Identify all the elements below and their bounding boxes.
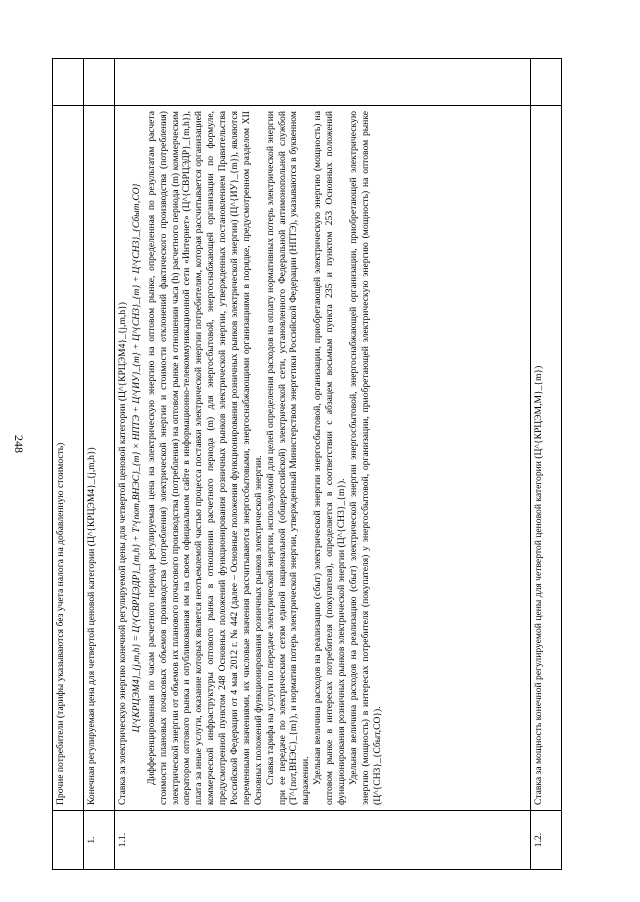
energy-rate-cell	[115, 106, 531, 811]
paragraph-transmission-rate: Ставка тарифа на услуги по передаче электрической энергии, используемой для целей определения расходов на оплату нормативных потерь электрической энергии при ее передаче по электрическим сетям единой национальной (общероссийской) электрической сети, установленного Федеральной антимонопольной службой (Т^{пот,ВНЭС}_{m}), и норматив потерь электрической энергии, утвержденный Министерством энергетики Российской Федерации (НПТЭ), указываются в буквенном выражении.	[264, 111, 312, 805]
rotated-page-area	[52, 58, 562, 870]
row-number-cell: 1.2.	[531, 811, 562, 870]
capacity-rate-title: Ставка за мощность конечной регулируемой цены для четвертой ценовой категории (Ц^{КРЦЭМ,М}_{m})	[531, 106, 562, 811]
empty-cell	[531, 59, 562, 106]
table-row-1-1	[115, 59, 531, 870]
paragraph-sales-expenses-1: Удельная величина расходов на реализацию (сбыт) электрической энергии энергосбытовой, организации, приобретающей электрическую энергию (мощность) на оптовом рынке в интересах потребителя (покупателя), определяется в соответствии с абзацем восьмым пункта 235 и пунктом 253 Основных положений функционирования розничных рынков электрической энергии (Ц^{СН3}_{m}).	[312, 111, 348, 805]
final-price-category-4: Конечная регулируемая цена для четвертой ценовой категории (Ц^{КРЦЭМ4}_{j,m,h})	[84, 106, 115, 811]
price-formula: Ц^{КРЦЭМ4}_{j,m,h} = Ц^{СВРЦЭДР}_{m,h} + Т^{пот,ВНЭС}_{m} × НПТЭ + Ц^{ИУ}_{m} + Ц^{СН3}_{m} + Ц^{СН3}_{Сбыт,СО}	[130, 183, 142, 733]
row-number-cell	[53, 811, 84, 870]
row-number-cell: 1.1.	[115, 811, 531, 870]
paragraph-sales-expenses-2: Удельная величина расходов на реализацию (сбыт) электрической энергии энергосбытовой, энергоснабжающей организации, приобретающей электрическую энергию (мощность) в интересах потребителя (покупателя) у энергосбытовой, организации, приобретающей электрическую энергию (мощность) на оптовом рынке (Ц^{СН3}_{Сбыт,СО}).	[347, 111, 383, 805]
empty-cell	[84, 59, 115, 106]
consumers-heading: Прочие потребители (тарифы указываются без учета налога на добавленную стоимость)	[53, 106, 84, 811]
table-row-1-2	[531, 59, 562, 870]
row-number-cell: 1.	[84, 811, 115, 870]
page-number: 248	[12, 435, 26, 453]
paragraph-market-price: Дифференцированная по часам расчетного периода регулируемая цена на электрическую энергию на оптовом рынке, определенная по результатам расчета стоимости плановых почасовых объемов производства (потребления) электрической энергии и стоимости отклонений фактического производства (потребления) электрической энергии от объемов их планового почасового производства (потребления) на оптовом рынке в отношении часа (h) расчетного периода (m) коммерческим оператором оптового рынка и опубликованная им на своем официальном сайте в информационно-телекоммуникационной сети «Интернет» (Ц^{СВРЦЭДР}_{m,h}), плата за иные услуги, оказание которых является неотъемлемой частью процесса поставки электрической энергии потребителям, которая рассчитывается организацией коммерческой инфраструктуры оптового рынка в отношении расчетного периода (m) для энергосбытовой, энергоснабжающей организации по формуле, предусмотренной пунктом 248 Основных положений функционирования розничных рынков электрической энергии, утвержденных постановлением Правительства Российской Федерации от 4 мая 2012 г. № 442 (далее – Основные положения функционирования розничных рынков электрической энергии) (Ц^{ИУ}_{m}), являются переменными значениями, их числовые значения рассчитываются энергосбытовыми, энергоснабжающими организациями в порядке, предусмотренном разделом XII Основных положений функционирования розничных рынков электрической энергии.	[145, 111, 264, 805]
empty-cell	[53, 59, 84, 106]
table-row-1	[84, 59, 115, 870]
empty-cell	[115, 59, 531, 106]
tariff-table	[52, 58, 562, 870]
energy-rate-title: Ставка за электрическую энергию конечной регулируемой цены для четвертой ценовой категории (Ц^{КРЦЭМ4}_{j,m,h})	[117, 302, 128, 805]
table-row-consumers	[53, 59, 84, 870]
rotated-content	[52, 58, 562, 870]
